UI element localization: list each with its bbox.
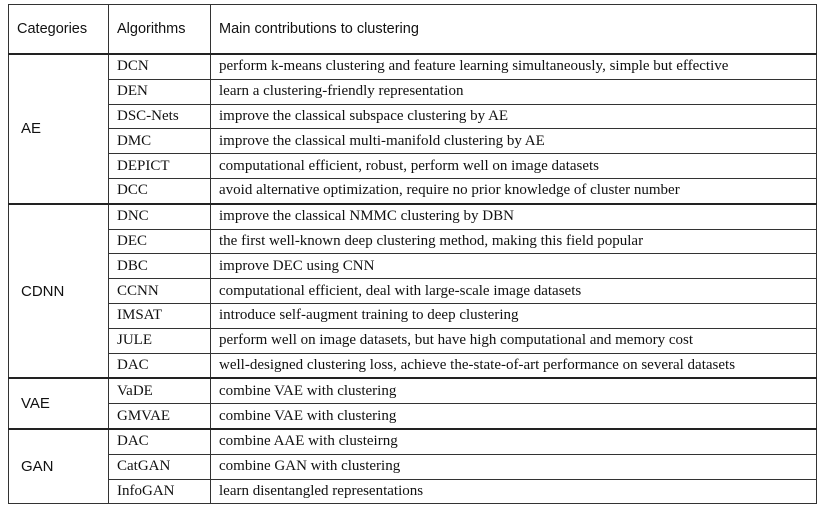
table-row	[9, 454, 817, 479]
contribution-cell: combine AAE with clusteirng	[211, 429, 817, 454]
table-row	[9, 229, 817, 254]
contribution-cell: learn a clustering-friendly representation	[211, 79, 817, 104]
algorithm-cell: GMVAE	[109, 404, 211, 429]
algorithm-cell: DSC-Nets	[109, 104, 211, 129]
contribution-cell: the first well-known deep clustering method, making this field popular	[211, 229, 817, 254]
algorithm-cell: DEN	[109, 79, 211, 104]
contribution-cell: computational efficient, deal with large-scale image datasets	[211, 279, 817, 304]
algorithm-cell: InfoGAN	[109, 479, 211, 504]
contribution-cell: introduce self-augment training to deep clustering	[211, 303, 817, 328]
contribution-cell: combine VAE with clustering	[211, 404, 817, 429]
table-row	[9, 479, 817, 504]
contribution-cell: improve the classical NMMC clustering by DBN	[211, 204, 817, 229]
table-row	[9, 154, 817, 179]
algorithm-cell: DEPICT	[109, 154, 211, 179]
contribution-cell: avoid alternative optimization, require no prior knowledge of cluster number	[211, 178, 817, 203]
contribution-cell: combine VAE with clustering	[211, 378, 817, 403]
table-row	[9, 178, 817, 203]
table-row	[9, 79, 817, 104]
table-row	[9, 328, 817, 353]
contribution-cell: perform well on image datasets, but have high computational and memory cost	[211, 328, 817, 353]
algorithm-cell: JULE	[109, 328, 211, 353]
header-algorithms: Algorithms	[109, 5, 211, 55]
header-categories: Categories	[9, 5, 109, 55]
algorithm-cell: DBC	[109, 254, 211, 279]
table-row	[9, 254, 817, 279]
category-group	[9, 54, 817, 204]
table-row	[9, 404, 817, 429]
contribution-cell: improve the classical multi-manifold clustering by AE	[211, 129, 817, 154]
category-group	[9, 204, 817, 379]
table-row	[9, 303, 817, 328]
clustering-methods-table	[8, 4, 817, 504]
header-row	[9, 5, 817, 55]
table-row	[9, 378, 817, 403]
category-group	[9, 378, 817, 429]
algorithm-cell: IMSAT	[109, 303, 211, 328]
algorithm-cell: DNC	[109, 204, 211, 229]
algorithm-cell: DMC	[109, 129, 211, 154]
table-row	[9, 353, 817, 378]
category-cell: AE	[9, 54, 109, 204]
contribution-cell: well-designed clustering loss, achieve the-state-of-art performance on several datasets	[211, 353, 817, 378]
algorithm-cell: VaDE	[109, 378, 211, 403]
algorithm-cell: DAC	[109, 353, 211, 378]
contribution-cell: improve DEC using CNN	[211, 254, 817, 279]
table-header	[9, 5, 817, 55]
table-row	[9, 54, 817, 79]
table-row	[9, 129, 817, 154]
algorithm-cell: CatGAN	[109, 454, 211, 479]
contribution-cell: perform k-means clustering and feature learning simultaneously, simple but effective	[211, 54, 817, 79]
category-cell: CDNN	[9, 204, 109, 379]
table-row	[9, 104, 817, 129]
contribution-cell: combine GAN with clustering	[211, 454, 817, 479]
algorithm-cell: DAC	[109, 429, 211, 454]
category-cell: GAN	[9, 429, 109, 504]
algorithm-cell: CCNN	[109, 279, 211, 304]
table-row	[9, 429, 817, 454]
table-container	[8, 4, 817, 504]
algorithm-cell: DCC	[109, 178, 211, 203]
algorithm-cell: DCN	[109, 54, 211, 79]
header-contributions: Main contributions to clustering	[211, 5, 817, 55]
table-row	[9, 204, 817, 229]
contribution-cell: improve the classical subspace clustering by AE	[211, 104, 817, 129]
contribution-cell: learn disentangled representations	[211, 479, 817, 504]
category-group	[9, 429, 817, 504]
contribution-cell: computational efficient, robust, perform well on image datasets	[211, 154, 817, 179]
algorithm-cell: DEC	[109, 229, 211, 254]
table-row	[9, 279, 817, 304]
category-cell: VAE	[9, 378, 109, 429]
